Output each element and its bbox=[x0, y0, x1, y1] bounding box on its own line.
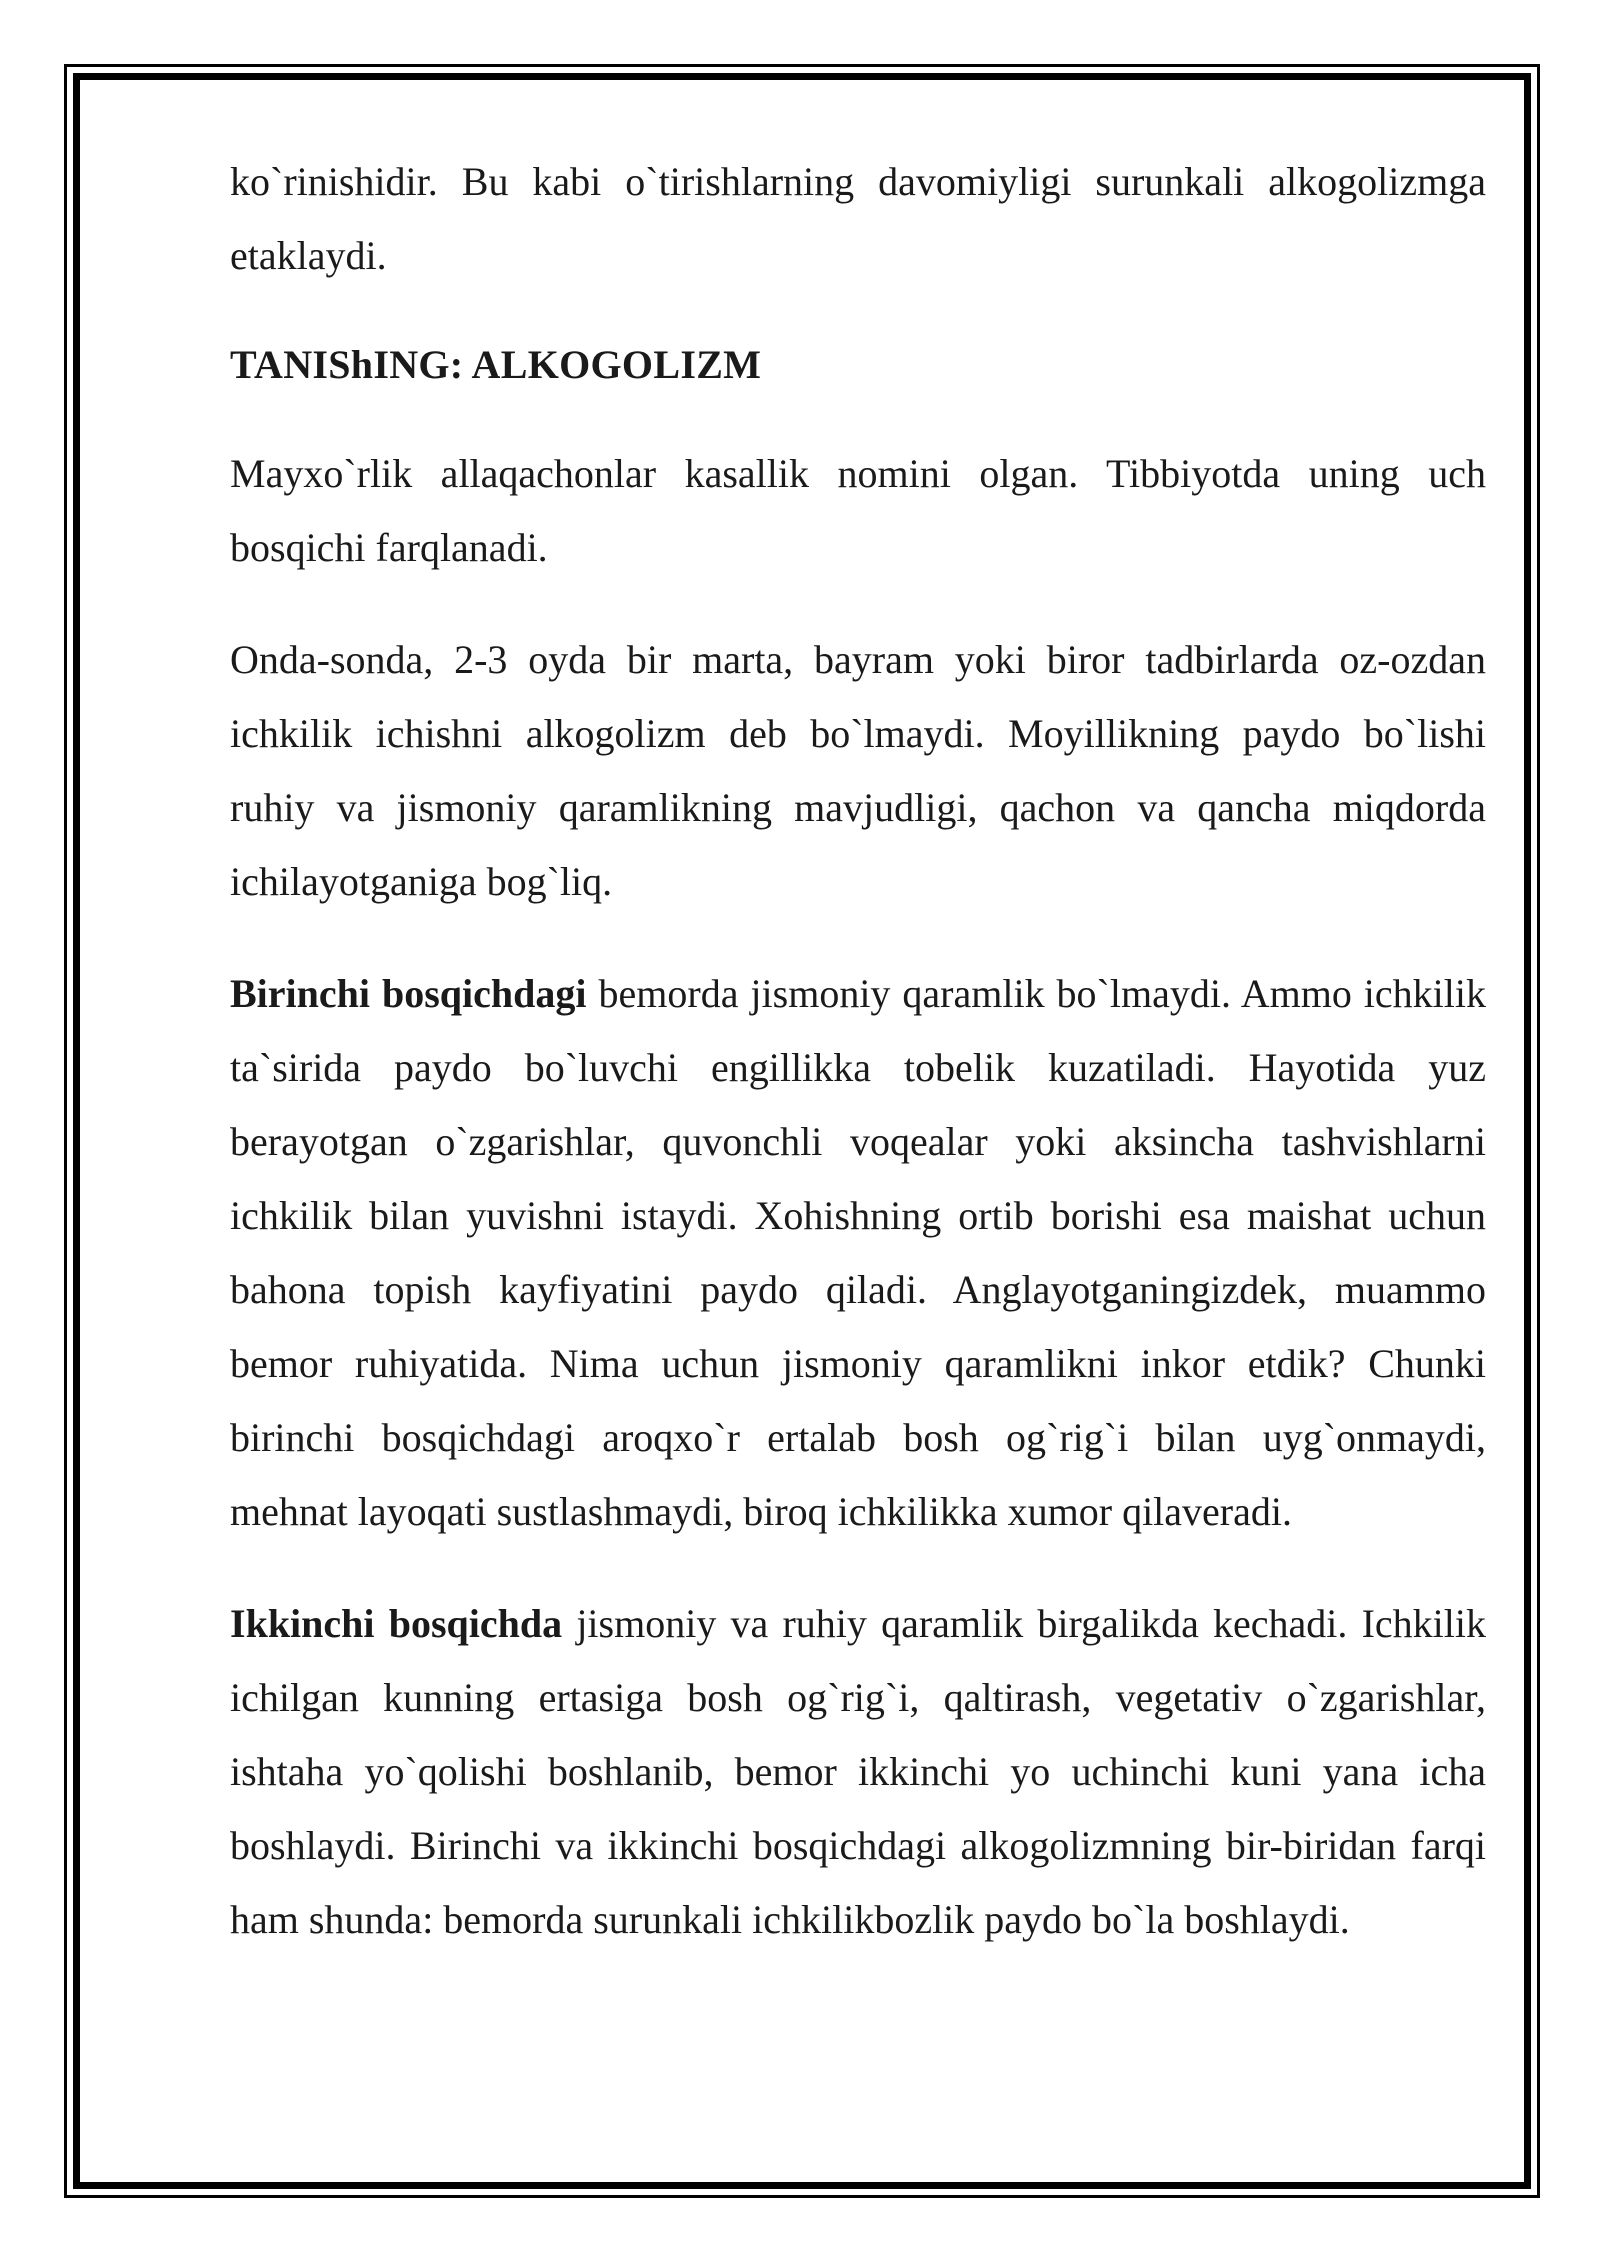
first-stage-body: bemorda jismoniy qaramlik bo`lmaydi. Ammo ichkilik ta`sirida paydo bo`luvchi engillikka tobelik kuzatiladi. Hayotida yuz berayotgan o`zgarishlar, quvonchli voqealar yoki aksincha tashvishlarni ichkilik bilan yuvishni istaydi. Xohishning ortib borishi esa maishat uchun bahona topish kayfiyatini paydo qiladi. Anglayotganingizdek, muammo bemor ruhiyatida. Nima uchun jismoniy qaramlikni inkor etdik? Chunki birinchi bosqichdagi aroqxo`r ertalab bosh og`rig`i bilan uyg`onmaydi, mehnat layoqati sustlashmaydi, biroq ichkilikka xumor qilaveradi. bbox=[230, 971, 1486, 1534]
section-heading: TANIShING: ALKOGOLIZM bbox=[230, 342, 762, 387]
paragraph-definition: Onda-sonda, 2-3 oyda bir marta, bayram yoki biror tadbirlarda oz-ozdan ichkilik ichishni alkogolizm deb bo`lmaydi. Moyillikning paydo bo`lishi ruhiy va jismoniy qaramlikning mavjudligi, qachon va qancha miqdorda ichilayotganiga bog`liq. bbox=[230, 637, 1486, 904]
second-stage-body: jismoniy va ruhiy qaramlik birgalikda kechadi. Ichkilik ichilgan kunning ertasiga bosh og`rig`i, qaltirash, vegetativ o`zgarishlar, ishtaha yo`qolishi boshlanib, bemor ikkinchi yo uchinchi kuni yana icha boshlaydi. Birinchi va ikkinchi bosqichdagi alkogolizmning bir-biridan farqi ham shunda: bemorda surunkali ichkilikbozlik paydo bo`la boshlaydi. bbox=[230, 1601, 1487, 1942]
paragraph-intro: Mayxo`rlik allaqachonlar kasallik nomini olgan. Tibbiyotda uning uch bosqichi farqlanadi. bbox=[230, 451, 1486, 570]
second-stage-lead: Ikkinchi bosqichda bbox=[230, 1601, 563, 1646]
paragraph-continuation: ko`rinishidir. Bu kabi o`tirishlarning davomiyligi surunkali alkogolizmga etaklaydi. bbox=[230, 159, 1486, 278]
paragraph-first-stage bbox=[230, 957, 1486, 1549]
document-body bbox=[230, 145, 1486, 1995]
paragraph-second-stage bbox=[230, 1587, 1486, 1957]
first-stage-lead: Birinchi bosqichdagi bbox=[230, 971, 587, 1016]
